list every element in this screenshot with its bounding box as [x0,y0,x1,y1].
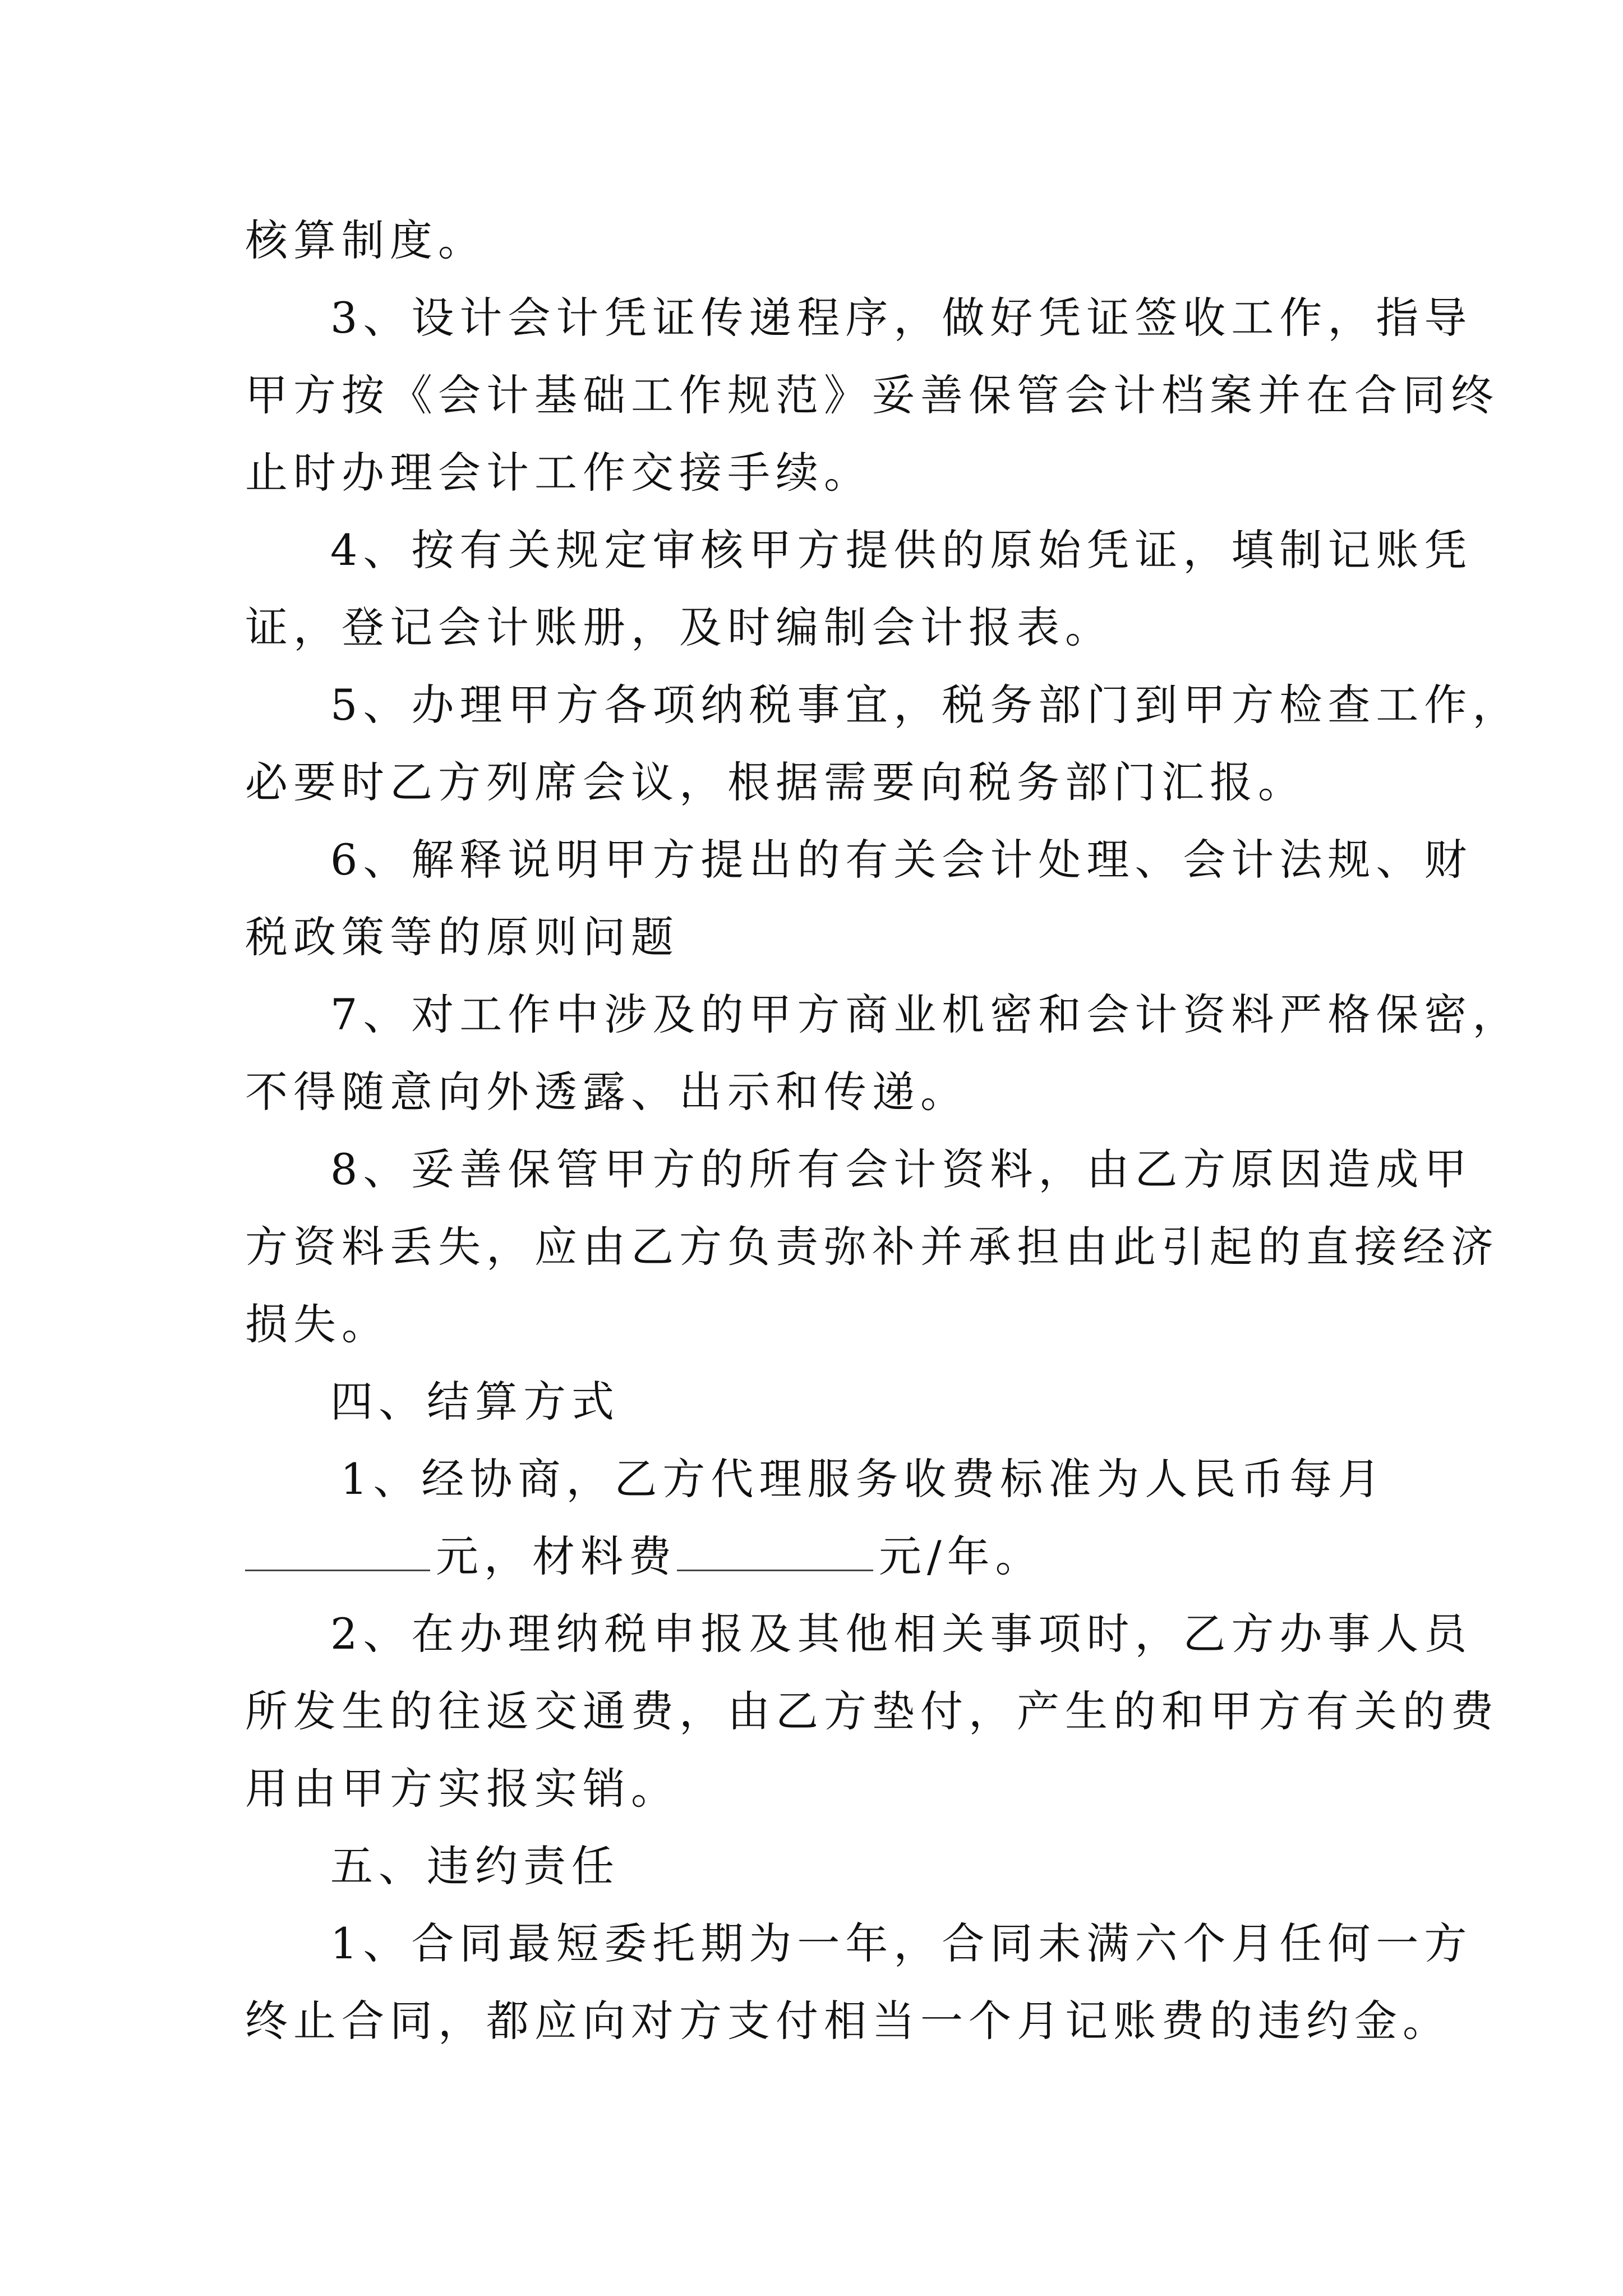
text-fragment: 元/年。 [879,1531,1044,1581]
text-line: 必要时乙方列席会议，根据需要向税务部门汇报。 [245,757,1306,807]
section-heading: 五、违约责任 [330,1841,620,1891]
paragraph-item-7 [245,976,1521,1131]
paragraph-settlement-item-2 [245,1595,1499,1828]
text-line: 证，登记会计账册，及时编制会计报表。 [245,602,1113,652]
text-line: 不得随意向外透露、出示和传递。 [245,1067,969,1117]
monthly-fee-blank [245,1536,430,1571]
text-line: 1、经协商，乙方代理服务收费标准为人民币每月 [340,1454,1386,1504]
text-line: 止时办理会计工作交接手续。 [245,448,872,498]
text-line: 7、对工作中涉及的甲方商业机密和会计资料严格保密， [330,990,1521,1039]
paragraph-item-8 [245,1131,1499,1363]
paragraph-item-3 [245,279,1499,512]
document-body [245,202,1521,2060]
paragraph-accounting-system [245,202,1378,279]
text-line: 用由甲方实报实销。 [245,1764,679,1814]
text-line: 方资料丢失，应由乙方负责弥补并承担由此引起的直接经济 [245,1222,1499,1272]
paragraph-breach-item-1 [245,1905,1473,2060]
text-line: 8、妥善保管甲方的所有会计资料，由乙方原因造成甲 [330,1144,1473,1194]
text-line: 税政策等的原则问题 [245,912,679,962]
text-line: 终止合同，都应向对方支付相当一个月记账费的违约金。 [245,1996,1451,2046]
paragraph-settlement-item-1 [245,1441,1386,1595]
text-line: 4、按有关规定审核甲方提供的原始凭证，填制记账凭 [330,525,1473,575]
text-line: 6、解释说明甲方提出的有关会计处理、会计法规、财 [330,835,1473,885]
text-line: 1、合同最短委托期为一年，合同未满六个月任何一方 [330,1918,1473,1968]
fee-line [245,1518,1378,1595]
text-line: 所发生的往返交通费，由乙方垫付，产生的和甲方有关的费 [245,1686,1499,1736]
material-fee-blank [677,1536,873,1571]
paragraph-item-6 [245,821,1473,976]
text-line: 甲方按《会计基础工作规范》妥善保管会计档案并在合同终 [245,370,1499,420]
section-heading: 四、结算方式 [330,1377,620,1427]
paragraph-item-5 [245,666,1521,821]
text-line: 核算制度。 [245,215,486,265]
text-fragment: 元，材料费 [436,1531,677,1581]
section-heading-settlement [245,1363,1378,1441]
text-line: 3、设计会计凭证传递程序，做好凭证签收工作，指导 [330,293,1473,343]
text-line: 2、在办理纳税申报及其他相关事项时，乙方办事人员 [330,1609,1473,1659]
text-line: 5、办理甲方各项纳税事宜，税务部门到甲方检查工作， [330,680,1521,730]
paragraph-item-4 [245,512,1473,666]
text-line: 损失。 [245,1299,390,1349]
section-heading-breach [245,1828,1378,1905]
